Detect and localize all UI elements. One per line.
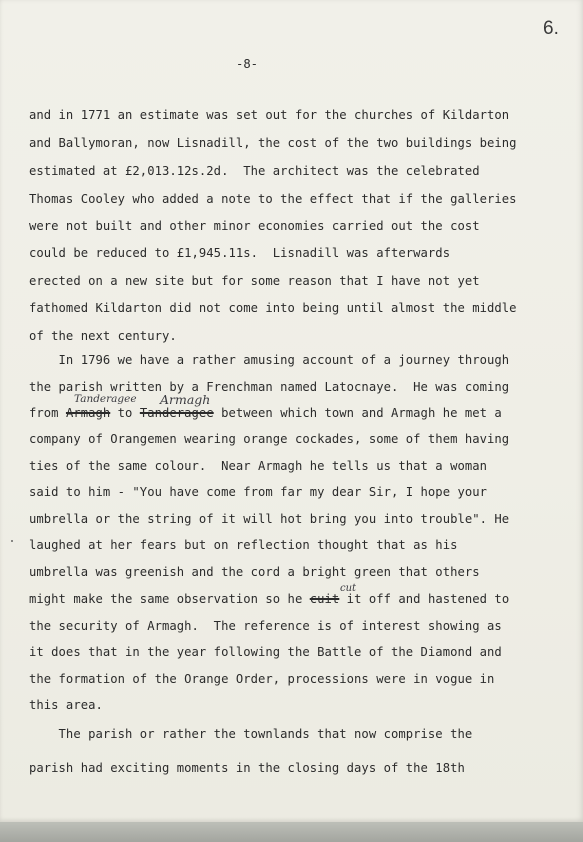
text-line: parish had exciting moments in the closing days of the 18th [29, 761, 465, 775]
table-surface [0, 822, 583, 842]
text-line: erected on a new site but for some reason that I have not yet [29, 274, 480, 288]
text-line: The parish or rather the townlands that now comprise the [29, 727, 473, 741]
text-line: the security of Armagh. The reference is of interest showing as [29, 619, 502, 633]
text-line: estimated at £2,013.12s.2d. The architect was the celebrated [29, 164, 480, 178]
handwritten-correction: Armagh [160, 392, 211, 407]
text-fragment: from [29, 406, 66, 420]
text-line: and Ballymoran, now Lisnadill, the cost of the two buildings being [29, 136, 517, 150]
text-fragment: it off and hastened to [339, 592, 510, 606]
handwritten-correction: cut [340, 583, 357, 594]
text-line: the parish written by a Frenchman named Latocnaye. He was coming [29, 380, 510, 394]
text-line: In 1796 we have a rather amusing account of a journey through [29, 353, 510, 367]
text-line: laughed at her fears but on reflection thought that as his [29, 538, 458, 552]
text-line: could be reduced to £1,945.11s. Lisnadill was afterwards [29, 246, 451, 260]
text-line-with-corrections [29, 406, 502, 420]
text-line: umbrella or the string of it will hot bring you into trouble". He [29, 512, 510, 526]
struck-word: cuit [309, 592, 340, 606]
text-fragment: to [110, 406, 140, 420]
text-fragment: might make the same observation so he [29, 592, 310, 606]
text-line: this area. [29, 698, 103, 712]
struck-word: Tanderagee [139, 406, 214, 420]
margin-mark [11, 540, 13, 542]
text-line: and in 1771 an estimate was set out for the churches of Kildarton [29, 108, 510, 122]
text-line: umbrella was greenish and the cord a bright green that others [29, 565, 480, 579]
text-line: Thomas Cooley who added a note to the effect that if the galleries [29, 192, 517, 206]
text-line: ties of the same colour. Near Armagh he tells us that a woman [29, 459, 488, 473]
text-fragment: between which town and Armagh he met a [213, 406, 502, 420]
text-line: were not built and other minor economies carried out the cost [29, 219, 480, 233]
struck-word: Armagh [65, 406, 111, 420]
text-line: it does that in the year following the Battle of the Diamond and [29, 645, 502, 659]
typed-page-number: -8- [236, 57, 259, 71]
text-line: said to him - "You have come from far my dear Sir, I hope your [29, 485, 488, 499]
handwritten-page-number: 6. [543, 18, 559, 39]
text-line: of the next century. [29, 329, 177, 343]
handwritten-correction: Tanderagee [74, 393, 137, 405]
text-line: the formation of the Orange Order, processions were in vogue in [29, 672, 495, 686]
text-line: company of Orangemen wearing orange cockades, some of them having [29, 432, 510, 446]
text-line: fathomed Kildarton did not come into being until almost the middle [29, 301, 517, 315]
text-line-with-corrections [29, 592, 509, 606]
